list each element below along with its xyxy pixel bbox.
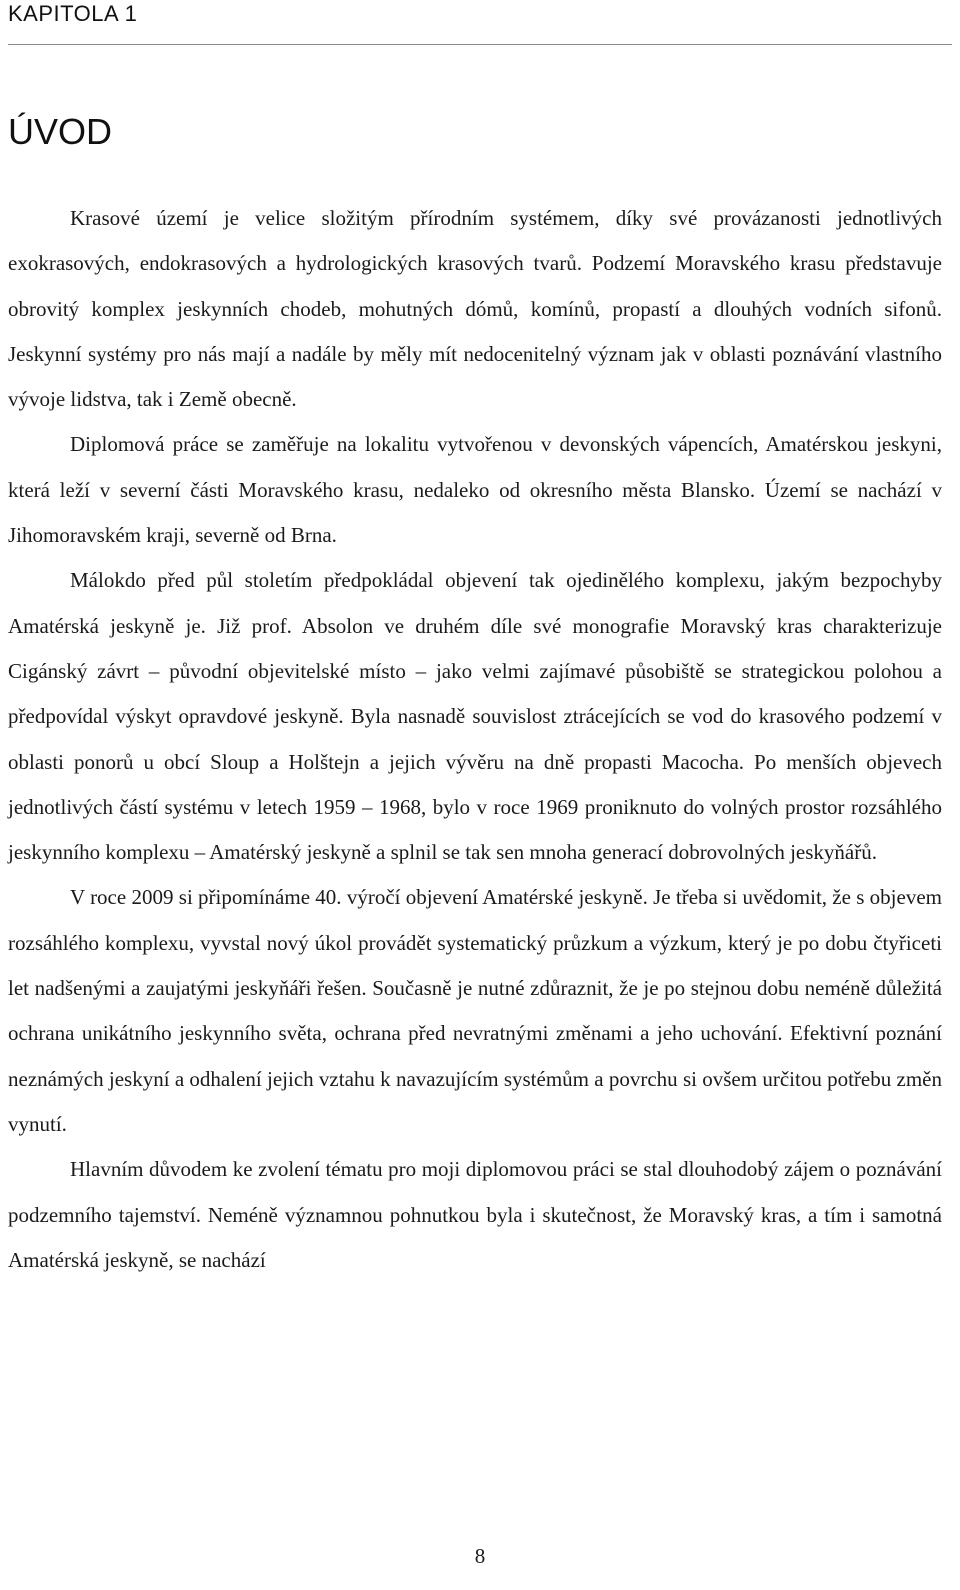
paragraph: Málokdo před půl stoletím předpokládal objevení tak ojedinělého komplexu, jakým bezpochyby Amatérská jeskyně je. Již prof. Absolon ve druhém díle své monografie Moravský kras charakterizuje Cigánský závrt – původní objevitelské místo – jako velmi zajímavé působiště se strategickou polohou a předpovídal výskyt opravdové jeskyně. Byla nasnadě souvislost ztrácejících se vod do krasového podzemí v oblasti ponorů u obcí Sloup a Holštejn a jejich vývěru na dně propasti Macocha. Po menších objevech jednotlivých částí systému v letech 1959 – 1968, bylo v roce 1969 proniknuto do volných prostor rozsáhlého jeskynního komplexu – Amatérský jeskyně a splnil se tak sen mnoha generací dobrovolných jeskyňářů. <box>8 568 942 865</box>
body-text <box>8 196 942 1283</box>
paragraph: Hlavním důvodem ke zvolení tématu pro moji diplomovou práci se stal dlouhodobý zájem o poznávání podzemního tajemství. Neméně významnou pohnutkou byla i skutečnost, že Moravský kras, a tím i samotná Amatérská jeskyně, se nachází <box>8 1157 942 1272</box>
chapter-title: ÚVOD <box>8 111 113 152</box>
chapter-label: KAPITOLA 1 <box>8 1 138 26</box>
paragraph: V roce 2009 si připomínáme 40. výročí objevení Amatérské jeskyně. Je třeba si uvědomit, že s objevem rozsáhlého komplexu, vyvstal nový úkol provádět systematický průzkum a výzkum, který je po dobu čtyřiceti let nadšenými a zaujatými jeskyňáři řešen. Současně je nutné zdůraznit, že je po stejnou dobu neméně důležitá ochrana unikátního jeskynního světa, ochrana před nevratnými změnami a jeho uchování. Efektivní poznání neznámých jeskyní a odhalení jejich vztahu k navazujícím systémům a povrchu si ovšem určitou potřebu změn vynutí. <box>8 885 942 1136</box>
page-number: 8 <box>474 1544 486 1568</box>
paragraph: Diplomová práce se zaměřuje na lokalitu vytvořenou v devonských vápencích, Amatérskou jeskyni, která leží v severní části Moravského krasu, nedaleko od okresního města Blansko. Území se nachází v Jihomoravském kraji, severně od Brna. <box>8 432 942 548</box>
chapter-divider <box>8 44 952 45</box>
paragraph: Krasové území je velice složitým přírodním systémem, díky své provázanosti jednotlivých exokrasových, endokrasových a hydrologických krasových tvarů. Podzemí Moravského krasu představuje obrovitý komplex jeskynních chodeb, mohutných dómů, komínů, propastí a dlouhých vodních sifonů. Jeskynní systémy pro nás mají a nadále by měly mít nedocenitelný význam jak v oblasti poznávání vlastního vývoje lidstva, tak i Země obecně. <box>8 206 942 412</box>
